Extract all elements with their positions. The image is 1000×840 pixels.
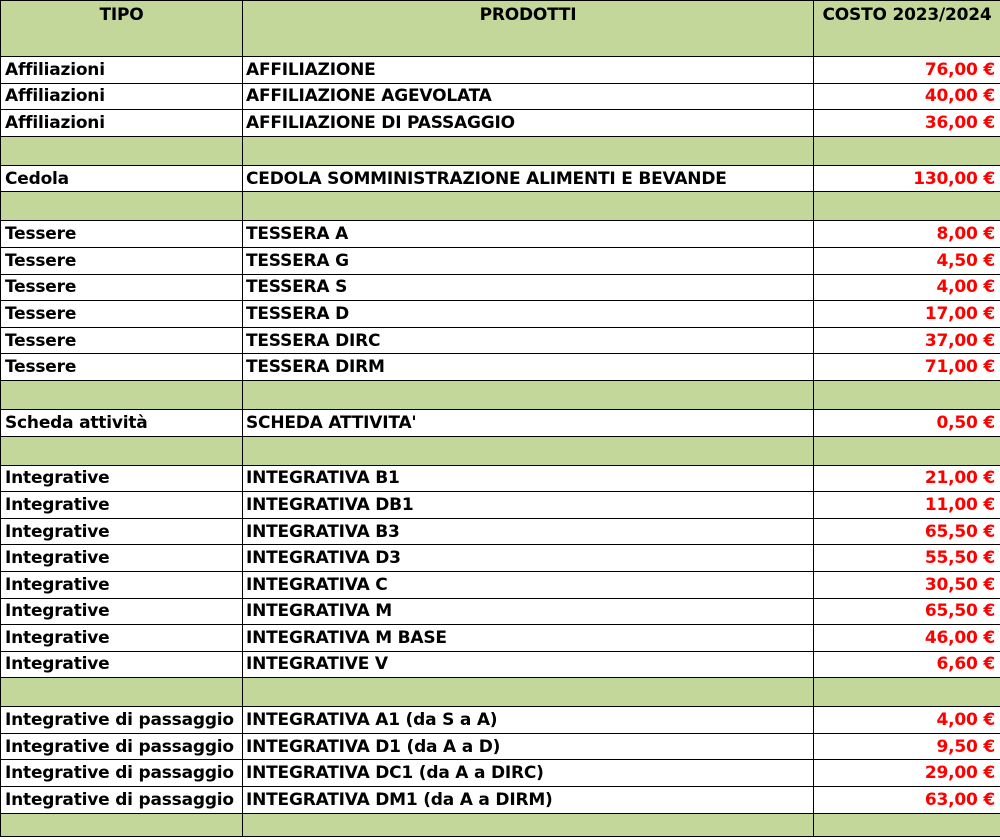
prodotto-cell: AFFILIAZIONE: [243, 57, 814, 84]
tipo-cell: Tessere: [1, 354, 243, 381]
separator-cell: [1, 192, 243, 221]
prodotto-cell: TESSERA DIRC: [243, 327, 814, 354]
tipo-cell: Tessere: [1, 327, 243, 354]
tipo-cell: Affiliazioni: [1, 110, 243, 137]
table-row: [1, 571, 1000, 598]
tipo-cell: Tessere: [1, 301, 243, 328]
table-row: [1, 221, 1000, 248]
separator-cell: [243, 380, 814, 409]
costo-cell: 0,50 €: [814, 409, 1000, 436]
table-row: [1, 409, 1000, 436]
prodotto-cell: INTEGRATIVE V: [243, 651, 814, 678]
costo-cell: 71,00 €: [814, 354, 1000, 381]
table-row: [1, 354, 1000, 381]
header-row: [1, 1, 1000, 57]
prodotto-cell: INTEGRATIVA C: [243, 571, 814, 598]
prodotto-cell: TESSERA S: [243, 274, 814, 301]
table-row: [1, 733, 1000, 760]
table-body: [1, 57, 1000, 837]
costo-cell: 36,00 €: [814, 110, 1000, 137]
header-tipo: TIPO: [1, 1, 243, 57]
tipo-cell: Integrative: [1, 571, 243, 598]
table-row: [1, 625, 1000, 652]
prodotto-cell: TESSERA D: [243, 301, 814, 328]
costo-cell: 29,00 €: [814, 760, 1000, 787]
costo-cell: 9,50 €: [814, 733, 1000, 760]
prodotto-cell: INTEGRATIVA D1 (da A a D): [243, 733, 814, 760]
separator-cell: [814, 136, 1000, 165]
costo-cell: 4,50 €: [814, 247, 1000, 274]
separator-cell: [814, 678, 1000, 707]
separator-row: [1, 192, 1000, 221]
tipo-cell: Integrative: [1, 651, 243, 678]
table-row: [1, 492, 1000, 519]
tipo-cell: Integrative di passaggio: [1, 707, 243, 734]
separator-row: [1, 678, 1000, 707]
prodotto-cell: INTEGRATIVA A1 (da S a A): [243, 707, 814, 734]
costo-cell: 40,00 €: [814, 83, 1000, 110]
separator-cell: [814, 192, 1000, 221]
separator-cell: [243, 813, 814, 836]
costo-cell: 55,50 €: [814, 545, 1000, 572]
tipo-cell: Integrative di passaggio: [1, 760, 243, 787]
table-row: [1, 545, 1000, 572]
costo-cell: 4,00 €: [814, 707, 1000, 734]
tipo-cell: Integrative: [1, 625, 243, 652]
costo-cell: 30,50 €: [814, 571, 1000, 598]
costo-cell: 21,00 €: [814, 465, 1000, 492]
prodotto-cell: TESSERA DIRM: [243, 354, 814, 381]
tipo-cell: Cedola: [1, 165, 243, 192]
costo-cell: 11,00 €: [814, 492, 1000, 519]
costo-cell: 130,00 €: [814, 165, 1000, 192]
costo-cell: 65,50 €: [814, 598, 1000, 625]
separator-row: [1, 380, 1000, 409]
separator-cell: [243, 436, 814, 465]
tipo-cell: Integrative: [1, 492, 243, 519]
table-row: [1, 110, 1000, 137]
separator-cell: [1, 436, 243, 465]
tipo-cell: Tessere: [1, 247, 243, 274]
table-row: [1, 165, 1000, 192]
costo-cell: 46,00 €: [814, 625, 1000, 652]
prodotto-cell: INTEGRATIVA DM1 (da A a DIRM): [243, 787, 814, 814]
tipo-cell: Integrative: [1, 518, 243, 545]
separator-cell: [243, 136, 814, 165]
tipo-cell: Scheda attività: [1, 409, 243, 436]
costo-cell: 37,00 €: [814, 327, 1000, 354]
prodotto-cell: AFFILIAZIONE AGEVOLATA: [243, 83, 814, 110]
prodotto-cell: TESSERA G: [243, 247, 814, 274]
table-row: [1, 760, 1000, 787]
table-row: [1, 83, 1000, 110]
prodotto-cell: CEDOLA SOMMINISTRAZIONE ALIMENTI E BEVANDE: [243, 165, 814, 192]
prodotto-cell: AFFILIAZIONE DI PASSAGGIO: [243, 110, 814, 137]
costo-cell: 65,50 €: [814, 518, 1000, 545]
separator-row: [1, 136, 1000, 165]
table-row: [1, 651, 1000, 678]
costo-cell: 4,00 €: [814, 274, 1000, 301]
table-row: [1, 707, 1000, 734]
table-row: [1, 787, 1000, 814]
separator-cell: [814, 380, 1000, 409]
tipo-cell: Integrative: [1, 545, 243, 572]
header-prodotti: PRODOTTI: [243, 1, 814, 57]
costo-cell: 63,00 €: [814, 787, 1000, 814]
table-row: [1, 301, 1000, 328]
separator-cell: [1, 380, 243, 409]
separator-cell: [243, 678, 814, 707]
table-row: [1, 274, 1000, 301]
separator-row: [1, 813, 1000, 836]
costo-cell: 76,00 €: [814, 57, 1000, 84]
costo-cell: 17,00 €: [814, 301, 1000, 328]
prodotto-cell: SCHEDA ATTIVITA': [243, 409, 814, 436]
prodotto-cell: INTEGRATIVA B1: [243, 465, 814, 492]
table-row: [1, 518, 1000, 545]
prodotto-cell: INTEGRATIVA M BASE: [243, 625, 814, 652]
prodotto-cell: INTEGRATIVA DB1: [243, 492, 814, 519]
prodotto-cell: TESSERA A: [243, 221, 814, 248]
prodotto-cell: INTEGRATIVA B3: [243, 518, 814, 545]
tipo-cell: Integrative di passaggio: [1, 733, 243, 760]
prodotto-cell: INTEGRATIVA M: [243, 598, 814, 625]
prodotto-cell: INTEGRATIVA DC1 (da A a DIRC): [243, 760, 814, 787]
tipo-cell: Integrative: [1, 598, 243, 625]
table-row: [1, 465, 1000, 492]
tipo-cell: Integrative di passaggio: [1, 787, 243, 814]
tipo-cell: Affiliazioni: [1, 83, 243, 110]
tipo-cell: Affiliazioni: [1, 57, 243, 84]
table-row: [1, 57, 1000, 84]
separator-cell: [243, 192, 814, 221]
costo-cell: 8,00 €: [814, 221, 1000, 248]
separator-row: [1, 436, 1000, 465]
table-row: [1, 327, 1000, 354]
separator-cell: [1, 678, 243, 707]
tipo-cell: Tessere: [1, 221, 243, 248]
tipo-cell: Integrative: [1, 465, 243, 492]
table-row: [1, 598, 1000, 625]
costo-cell: 6,60 €: [814, 651, 1000, 678]
separator-cell: [814, 436, 1000, 465]
header-costo: COSTO 2023/2024: [814, 1, 1000, 57]
separator-cell: [1, 813, 243, 836]
separator-cell: [814, 813, 1000, 836]
prodotto-cell: INTEGRATIVA D3: [243, 545, 814, 572]
separator-cell: [1, 136, 243, 165]
table-row: [1, 247, 1000, 274]
tipo-cell: Tessere: [1, 274, 243, 301]
